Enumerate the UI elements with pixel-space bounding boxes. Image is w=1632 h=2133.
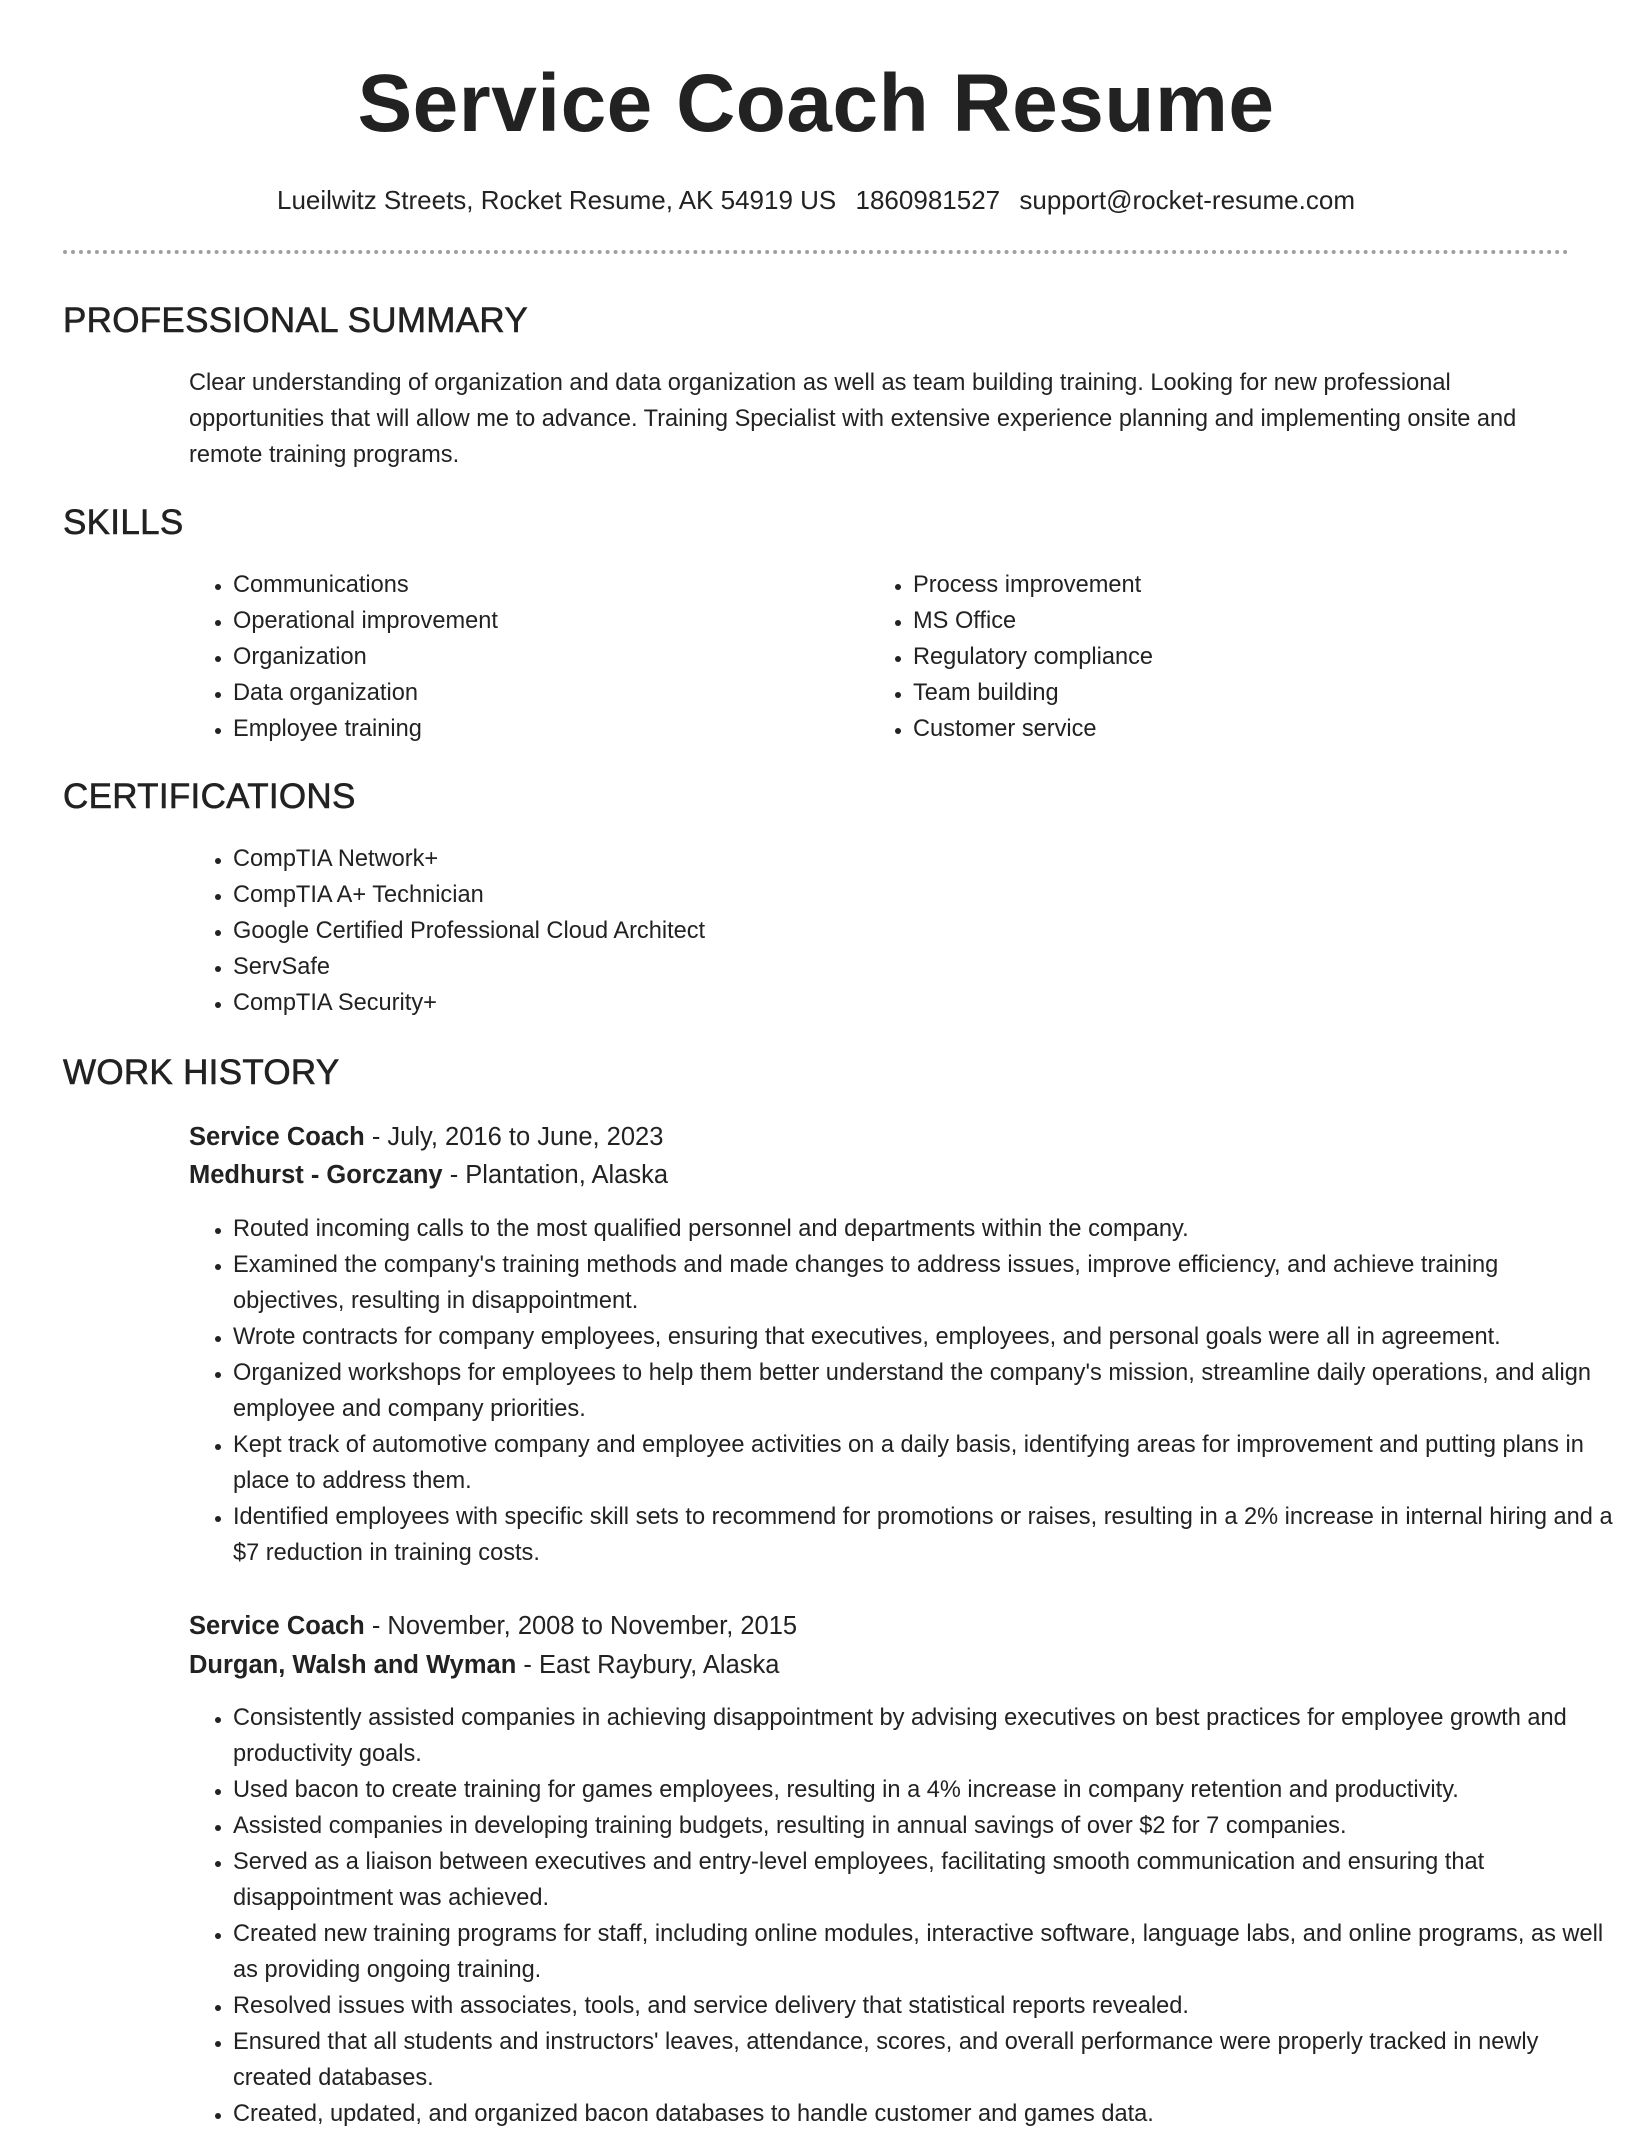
skills-heading: SKILLS <box>63 503 184 542</box>
skills-list-right <box>869 567 1473 747</box>
list-item: • ServSafe <box>233 949 1433 985</box>
job-company: Medhurst - Gorczany <box>189 1161 443 1189</box>
job-dates: - July, 2016 to June, 2023 <box>364 1123 664 1151</box>
job-bullets <box>189 1211 1613 1571</box>
list-item: • Created, updated, and organized bacon databases to handle customer and games data. <box>233 2096 1613 2132</box>
list-item: • Served as a liaison between executives and entry-level employees, facilitating smooth communication and ensuring that disappointment was achieved. <box>233 1844 1613 1916</box>
list-item: • Employee training <box>233 711 793 747</box>
job-dates: - November, 2008 to November, 2015 <box>364 1612 798 1640</box>
contact-address: Lueilwitz Streets, Rocket Resume, AK 54919 US <box>277 185 837 215</box>
list-item: • CompTIA Security+ <box>233 985 1433 1021</box>
resume-title: Service Coach Resume <box>357 58 1275 149</box>
list-item: • Regulatory compliance <box>913 639 1473 675</box>
list-item: • Used bacon to create training for games employees, resulting in a 4% increase in company retention and productivity. <box>233 1772 1613 1808</box>
job-bullets <box>189 1700 1613 2132</box>
list-item: • CompTIA A+ Technician <box>233 877 1433 913</box>
list-item: • Data organization <box>233 675 793 711</box>
skills-list-left <box>189 567 793 747</box>
list-item: • Team building <box>913 675 1473 711</box>
list-item: • Operational improvement <box>233 603 793 639</box>
list-item: • Routed incoming calls to the most qualified personnel and departments within the company. <box>233 1211 1613 1247</box>
list-item: • Identified employees with specific skill sets to recommend for promotions or raises, resulting in a 2% increase in internal hiring and a $7 reduction in training costs. <box>233 1499 1613 1571</box>
header-divider <box>63 250 1569 254</box>
summary-text: Clear understanding of organization and data organization as well as team building training. Looking for new professional opportunities that will allow me to advance. Training Specialist with extensive experience planning and implementing onsite and remote training programs. <box>189 370 1517 468</box>
job-location: - Plantation, Alaska <box>442 1161 669 1189</box>
job-title: Service Coach <box>189 1612 365 1640</box>
job-title: Service Coach <box>189 1123 365 1151</box>
list-item: • CompTIA Network+ <box>233 841 1433 877</box>
list-item: • Kept track of automotive company and employee activities on a daily basis, identifying areas for improvement and putting plans in place to address them. <box>233 1427 1613 1499</box>
list-item: • Examined the company's training methods and made changes to address issues, improve efficiency, and achieve training objectives, resulting in disappointment. <box>233 1247 1613 1319</box>
certifications-list <box>189 841 1433 1021</box>
summary-heading: PROFESSIONAL SUMMARY <box>63 301 528 340</box>
contact-line <box>0 182 1632 218</box>
list-item: • Process improvement <box>913 567 1473 603</box>
list-item: • Organization <box>233 639 793 675</box>
list-item: • Customer service <box>913 711 1473 747</box>
job-location: - East Raybury, Alaska <box>516 1651 780 1679</box>
work-history-heading: WORK HISTORY <box>63 1053 340 1092</box>
list-item: • Created new training programs for staff, including online modules, interactive software, language labs, and online programs, as well as providing ongoing training. <box>233 1916 1613 1988</box>
contact-phone: 1860981527 <box>855 185 1001 215</box>
list-item: • Ensured that all students and instructors' leaves, attendance, scores, and overall performance were properly tracked in newly created databases. <box>233 2024 1613 2096</box>
contact-email: support@rocket-resume.com <box>1019 185 1355 215</box>
job-title-line <box>189 1118 663 1156</box>
list-item: • MS Office <box>913 603 1473 639</box>
job-company: Durgan, Walsh and Wyman <box>189 1651 517 1679</box>
list-item: • Organized workshops for employees to help them better understand the company's mission, streamline daily operations, and align employee and company priorities. <box>233 1355 1613 1427</box>
job-title-line <box>189 1607 797 1645</box>
certifications-heading: CERTIFICATIONS <box>63 777 356 816</box>
job-company-line <box>189 1156 668 1194</box>
list-item: • Wrote contracts for company employees, ensuring that executives, employees, and personal goals were all in agreement. <box>233 1319 1613 1355</box>
list-item: • Communications <box>233 567 793 603</box>
job-company-line <box>189 1646 779 1684</box>
list-item: • Consistently assisted companies in achieving disappointment by advising executives on best practices for employee growth and productivity goals. <box>233 1700 1613 1772</box>
list-item: • Google Certified Professional Cloud Architect <box>233 913 1433 949</box>
list-item: • Assisted companies in developing training budgets, resulting in annual savings of over $2 for 7 companies. <box>233 1808 1613 1844</box>
list-item: • Resolved issues with associates, tools, and service delivery that statistical reports revealed. <box>233 1988 1613 2024</box>
